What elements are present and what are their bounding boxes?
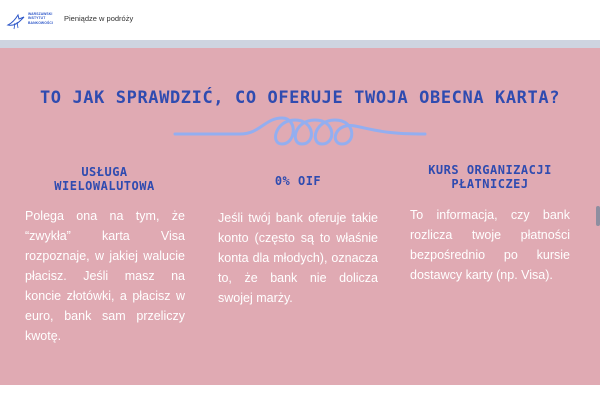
swirl-divider [170, 114, 430, 154]
slide [0, 48, 600, 385]
crane-logo-icon [6, 11, 26, 31]
logo-line: WARSZAWSKI [28, 12, 53, 16]
slide-title: TO JAK SPRAWDZIĆ, CO OFERUJE TWOJA OBECNA KARTA? [39, 88, 561, 108]
column-3-text: To informacja, czy bank rozlicza twoje płatności bezpośrednio po kursie dostawcy karty (np. Visa). [410, 208, 570, 282]
column-title-line: KURS ORGANIZACJI [428, 163, 552, 177]
logo-line: BANKOWOŚCI [28, 20, 53, 25]
column-3-title [405, 163, 575, 191]
header-divider [0, 40, 600, 48]
column-2-text: Jeśli twój bank oferuje takie konto (często są to właśnie konta dla młodych), oznacza to, że bank nie dolicza swojej marży. [218, 211, 378, 305]
column-1-title [22, 165, 187, 193]
institute-logo[interactable] [6, 9, 58, 33]
column-title-line: USŁUGA [81, 165, 128, 179]
logo-text [28, 12, 60, 25]
column-1-text: Polega ona na tym, że “zwykła” karta Visa rozpoznaje, w jakiej walucie płacisz. Jeśli masz na koncie złotówki, a płacisz w euro, bank sam przeliczy kwotę. [25, 209, 185, 343]
scrollbar-thumb[interactable] [596, 206, 600, 226]
column-title-line: 0% OIF [274, 174, 322, 188]
column-2-title [218, 174, 378, 188]
column-title-line: WIELOWALUTOWA [54, 179, 155, 193]
top-bar [0, 0, 600, 41]
column-title-line: PŁATNICZEJ [451, 177, 529, 191]
logo-line: INSTYTUT [28, 16, 46, 21]
page-title: Pieniądze w podróży [64, 14, 134, 23]
page-footer-space [0, 385, 600, 400]
